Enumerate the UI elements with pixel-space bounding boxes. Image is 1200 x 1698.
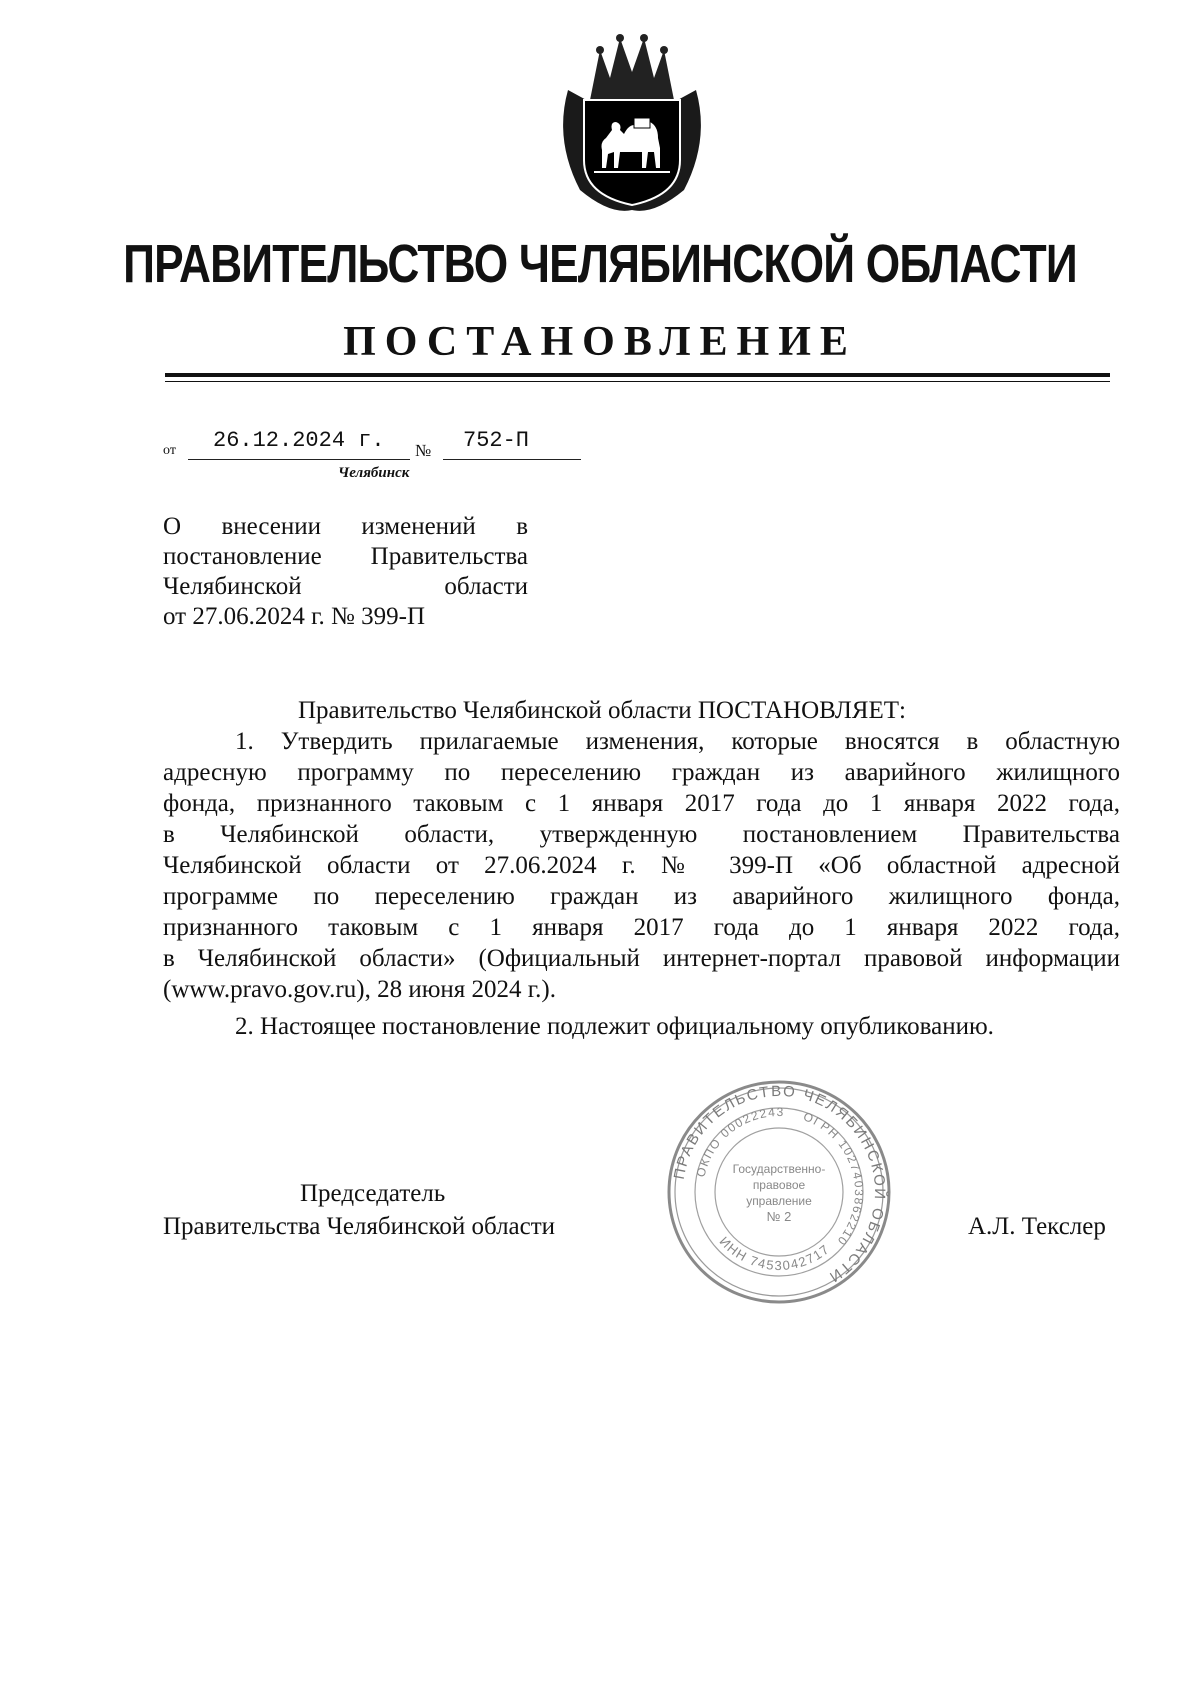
date-underline [188,459,410,460]
subject-line: Челябинской области [163,573,528,600]
seal-center-text: Государственно- [732,1162,826,1176]
official-seal-stamp [665,1078,893,1306]
city-name: Челябинск [338,465,410,481]
signatory-position: Председатель [300,1180,446,1207]
preamble: Правительство Челябинской области ПОСТАНОВЛЯЕТ: [298,697,906,724]
item1-line: фонда, признанного таковым с 1 января 2017 года до 1 января 2022 года, [163,790,1120,817]
item1-line: в Челябинской области» (Официальный интернет-портал правовой информации [163,945,1120,972]
item1-line: программе по переселению граждан из аварийного жилищного фонда, [163,883,1120,910]
seal-okpo: ОКПО 00022243 [693,1104,785,1179]
seal-ogrn: ОГРН 1027403862210 [801,1109,867,1249]
item1-line: Челябинской области от 27.06.2024 г. № 399-П «Об областной адресной [163,852,1120,879]
subject-line: от 27.06.2024 г. № 399-П [163,603,426,630]
item1-line: признанного таковым с 1 января 2017 года до 1 января 2022 года, [163,914,1120,941]
document-date: 26.12.2024 г. [213,428,385,453]
item2-paragraph: 2. Настоящее постановление подлежит официальному опубликованию. [235,1013,994,1040]
number-underline [443,459,581,460]
header-divider-thin [165,381,1110,382]
seal-center-text: правовое [752,1178,806,1192]
signatory-position: Правительства Челябинской области [163,1213,556,1240]
seal-outer-text: ПРАВИТЕЛЬСТВО ЧЕЛЯБИНСКОЙ ОБЛАСТИ [670,1082,889,1287]
item1-line: в Челябинской области, утвержденную постановлением Правительства [163,821,1120,848]
subject-line: постановление Правительства [163,543,528,570]
document-number: 752-П [463,428,530,453]
item1-line: 1. Утвердить прилагаемые изменения, которые вносятся в областную [235,728,1120,755]
document-type-heading: ПОСТАНОВЛЕНИЕ [343,319,857,365]
item1-line: (www.pravo.gov.ru), 28 июня 2024 г.). [163,976,557,1003]
government-title: ПРАВИТЕЛЬСТВО ЧЕЛЯБИНСКОЙ ОБЛАСТИ [123,234,1077,294]
seal-center-text: управление [746,1194,812,1208]
coat-of-arms-emblem [550,30,715,220]
item1-line: адресную программу по переселению граждан из аварийного жилищного [163,759,1120,786]
subject-line: О внесении изменений в [163,513,528,540]
date-from-label: от [163,443,176,458]
number-label: № [415,441,432,460]
seal-center-text: № 2 [766,1209,792,1224]
header-divider-thick [165,373,1110,377]
seal-inn: ИНН 7453042717 [716,1233,833,1274]
signatory-name: А.Л. Текслер [968,1213,1106,1240]
